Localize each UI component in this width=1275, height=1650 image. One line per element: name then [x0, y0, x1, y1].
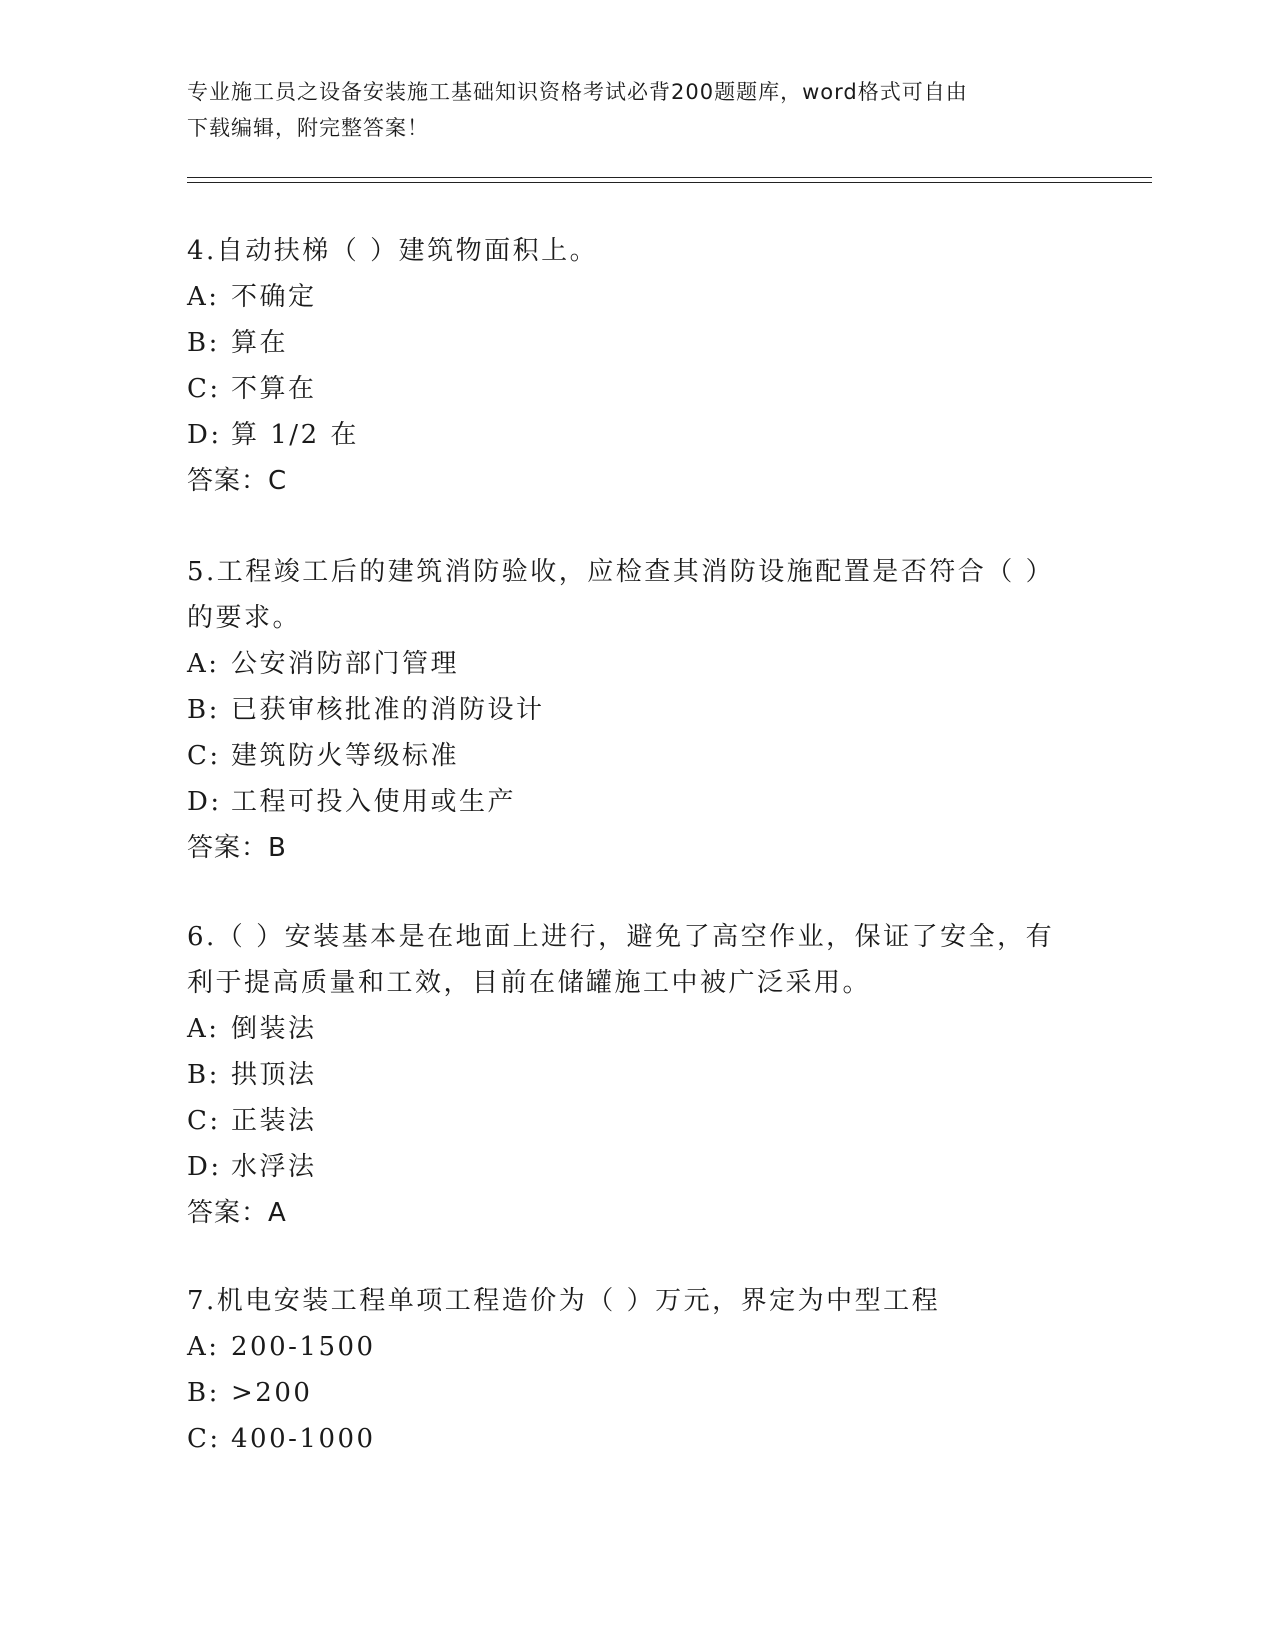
option-text: 建筑防火等级标准 — [231, 741, 460, 771]
option-a — [187, 1006, 1077, 1052]
option-text: >200 — [231, 1378, 313, 1408]
option-letter: A: — [187, 282, 220, 312]
option-text: 不确定 — [231, 282, 317, 312]
option-a — [187, 1324, 1077, 1370]
answer-text: 答案：B — [187, 833, 287, 863]
option-b — [187, 320, 1077, 366]
option-text: 算 1/2 在 — [231, 420, 359, 450]
option-b — [187, 1052, 1077, 1098]
header-divider-top — [187, 177, 1152, 178]
header-title-line2: 下载编辑，附完整答案！ — [187, 116, 429, 140]
question-6 — [187, 914, 1077, 1236]
option-text: 不算在 — [231, 374, 317, 404]
option-text: 水浮法 — [231, 1152, 317, 1182]
question-text-continuation: 的要求。 — [187, 603, 302, 633]
question-5 — [187, 549, 1077, 871]
option-d — [187, 1144, 1077, 1190]
option-letter: D: — [187, 420, 222, 450]
answer-text: 答案：A — [187, 1198, 287, 1228]
option-a — [187, 641, 1077, 687]
question-text: 5.工程竣工后的建筑消防验收，应检查其消防设施配置是否符合（ ） — [187, 557, 1055, 587]
option-d — [187, 412, 1077, 458]
option-letter: B: — [187, 1060, 220, 1090]
option-c — [187, 366, 1077, 412]
option-c — [187, 733, 1077, 779]
option-text: 正装法 — [231, 1106, 317, 1136]
option-b — [187, 1370, 1077, 1416]
question-text: 6.（ ）安装基本是在地面上进行，避免了高空作业，保证了安全，有 — [187, 922, 1055, 952]
header-divider-bottom — [187, 182, 1152, 183]
option-letter: D: — [187, 1152, 222, 1182]
option-text: 公安消防部门管理 — [231, 649, 460, 679]
option-letter: B: — [187, 1378, 220, 1408]
question-7 — [187, 1278, 1077, 1462]
option-text: 拱顶法 — [231, 1060, 317, 1090]
option-letter: D: — [187, 787, 222, 817]
option-text: 倒装法 — [231, 1014, 317, 1044]
option-c — [187, 1416, 1077, 1462]
option-letter: A: — [187, 1332, 220, 1362]
option-letter: B: — [187, 695, 220, 725]
question-text-continuation: 利于提高质量和工效，目前在储罐施工中被广泛采用。 — [187, 968, 872, 998]
option-c — [187, 1098, 1077, 1144]
option-b — [187, 687, 1077, 733]
option-letter: C: — [187, 1424, 221, 1454]
option-a — [187, 274, 1077, 320]
question-text: 7.机电安装工程单项工程造价为（ ）万元，界定为中型工程 — [187, 1286, 941, 1316]
document-header — [187, 74, 1087, 146]
option-text: 200-1500 — [231, 1332, 376, 1362]
question-4 — [187, 228, 1077, 504]
option-letter: C: — [187, 374, 221, 404]
question-text: 4.自动扶梯（ ）建筑物面积上。 — [187, 236, 599, 266]
option-letter: A: — [187, 649, 220, 679]
option-letter: A: — [187, 1014, 220, 1044]
header-title-line1: 专业施工员之设备安装施工基础知识资格考试必背200题题库，word格式可自由 — [187, 80, 968, 104]
option-text: 工程可投入使用或生产 — [231, 787, 517, 817]
option-letter: C: — [187, 741, 221, 771]
answer-text: 答案：C — [187, 466, 288, 496]
option-text: 算在 — [231, 328, 289, 358]
option-d — [187, 779, 1077, 825]
option-letter: C: — [187, 1106, 221, 1136]
option-text: 400-1000 — [231, 1424, 376, 1454]
option-text: 已获审核批准的消防设计 — [231, 695, 545, 725]
option-letter: B: — [187, 328, 220, 358]
